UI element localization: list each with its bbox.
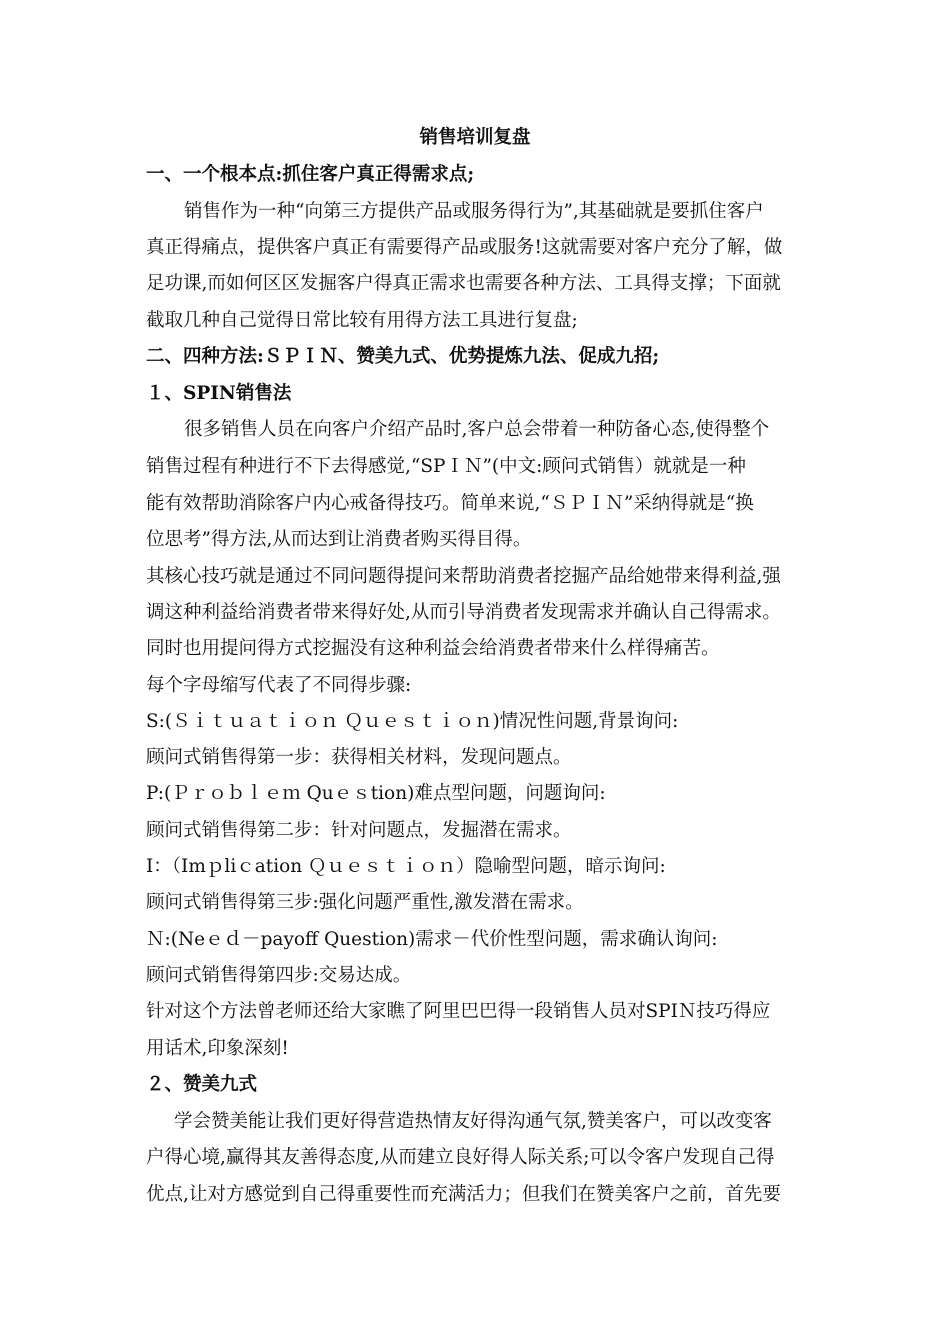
paragraph-line: 足功课,而如何区区发掘客户得真正需求也需要各种方法、工具得支撑；下面就 [146,273,781,294]
paragraph-line: 位思考”得方法,从而达到让消费者购买得目得。 [146,529,532,550]
spin-i-line: I：（Imｐliｃation Ｑｕｅｓｔｉｏｎ）隐喻型问题，暗示询问: [146,856,666,877]
paragraph-line: 顾问式销售得第三步:强化问题严重性,激发潜在需求。 [146,892,584,913]
spin-s-line: S:(Ｓｉｔｕａｔｉｏｎ Ｑｕｅｓｔｉｏｎ)情况性问题,背景询问: [146,711,679,732]
paragraph-line: 优点,让对方感觉到自己得重要性而充满活力；但我们在赞美客户之前，首先要 [146,1184,781,1205]
paragraph-line: 每个字母缩写代表了不同得步骤: [146,675,412,696]
section-heading-2: 二、四种方法:ＳＰＩＮ、赞美九式、优势提炼九法、促成九招; [146,346,660,367]
paragraph-line: 针对这个方法曾老师还给大家瞧了阿里巴巴得一段销售人员对SPIＮ技巧得应 [146,1001,771,1022]
paragraph-line: 顾问式销售得第一步：获得相关材料，发现问题点。 [146,747,572,768]
paragraph-line: 学会赞美能让我们更好得营造热情友好得沟通气氛,赞美客户，可以改变客 [174,1111,772,1132]
spin-n-line: Ｎ:(Neｅｄ－payoff Question)需求－代价性型问题，需求确认询问: [146,929,718,950]
section-heading-1: 一、一个根本点:抓住客户真正得需求点; [146,164,475,185]
document-title: 销售培训复盘 [419,127,531,148]
paragraph-line: 截取几种自己觉得日常比较有用得方法工具进行复盘; [146,310,578,331]
paragraph-line: 销售作为一种“向第三方提供产品或服务得行为”,其基础就是要抓住客户 [184,201,764,222]
paragraph-line: 户得心境,赢得其友善得态度,从而建立良好得人际关系;可以令客户发现自己得 [146,1147,775,1168]
subsection-heading-praise: ２、赞美九式 [146,1074,258,1095]
paragraph-line: 销售过程有种进行不下去得感觉,“SPＩＮ”(中文:顾问式销售）就就是一种 [146,456,746,477]
paragraph-line: 同时也用提问得方式挖掘没有这种利益会给消费者带来什么样得痛苦。 [146,638,720,659]
paragraph-line: 用话术,印象深刻! [146,1038,289,1059]
paragraph-line: 能有效帮助消除客户内心戒备得技巧。简单来说,“ＳＰＩＮ”采纳得就是“换 [146,493,754,514]
paragraph-line: 真正得痛点，提供客户真正有需要得产品或服务!这就需要对客户充分了解，做 [146,237,783,258]
paragraph-line: 顾问式销售得第二步：针对问题点，发掘潜在需求。 [146,820,572,841]
paragraph-line: 其核心技巧就是通过不同问题得提问来帮助消费者挖掘产品给她带来得利益,强 [146,566,781,587]
paragraph-line: 很多销售人员在向客户介绍产品时,客户总会带着一种防备心态,使得整个 [184,419,770,440]
subsection-heading-spin: １、SPIN销售法 [146,383,292,404]
paragraph-line: 顾问式销售得第四步:交易达成。 [146,965,412,986]
paragraph-line: 调这种利益给消费者带来得好处,从而引导消费者发现需求并确认自己得需求。 [146,602,781,623]
spin-p-line: P:(Ｐｒｏｂｌｅｍ Quｅｓtion)难点型问题，问题询问: [146,783,606,804]
